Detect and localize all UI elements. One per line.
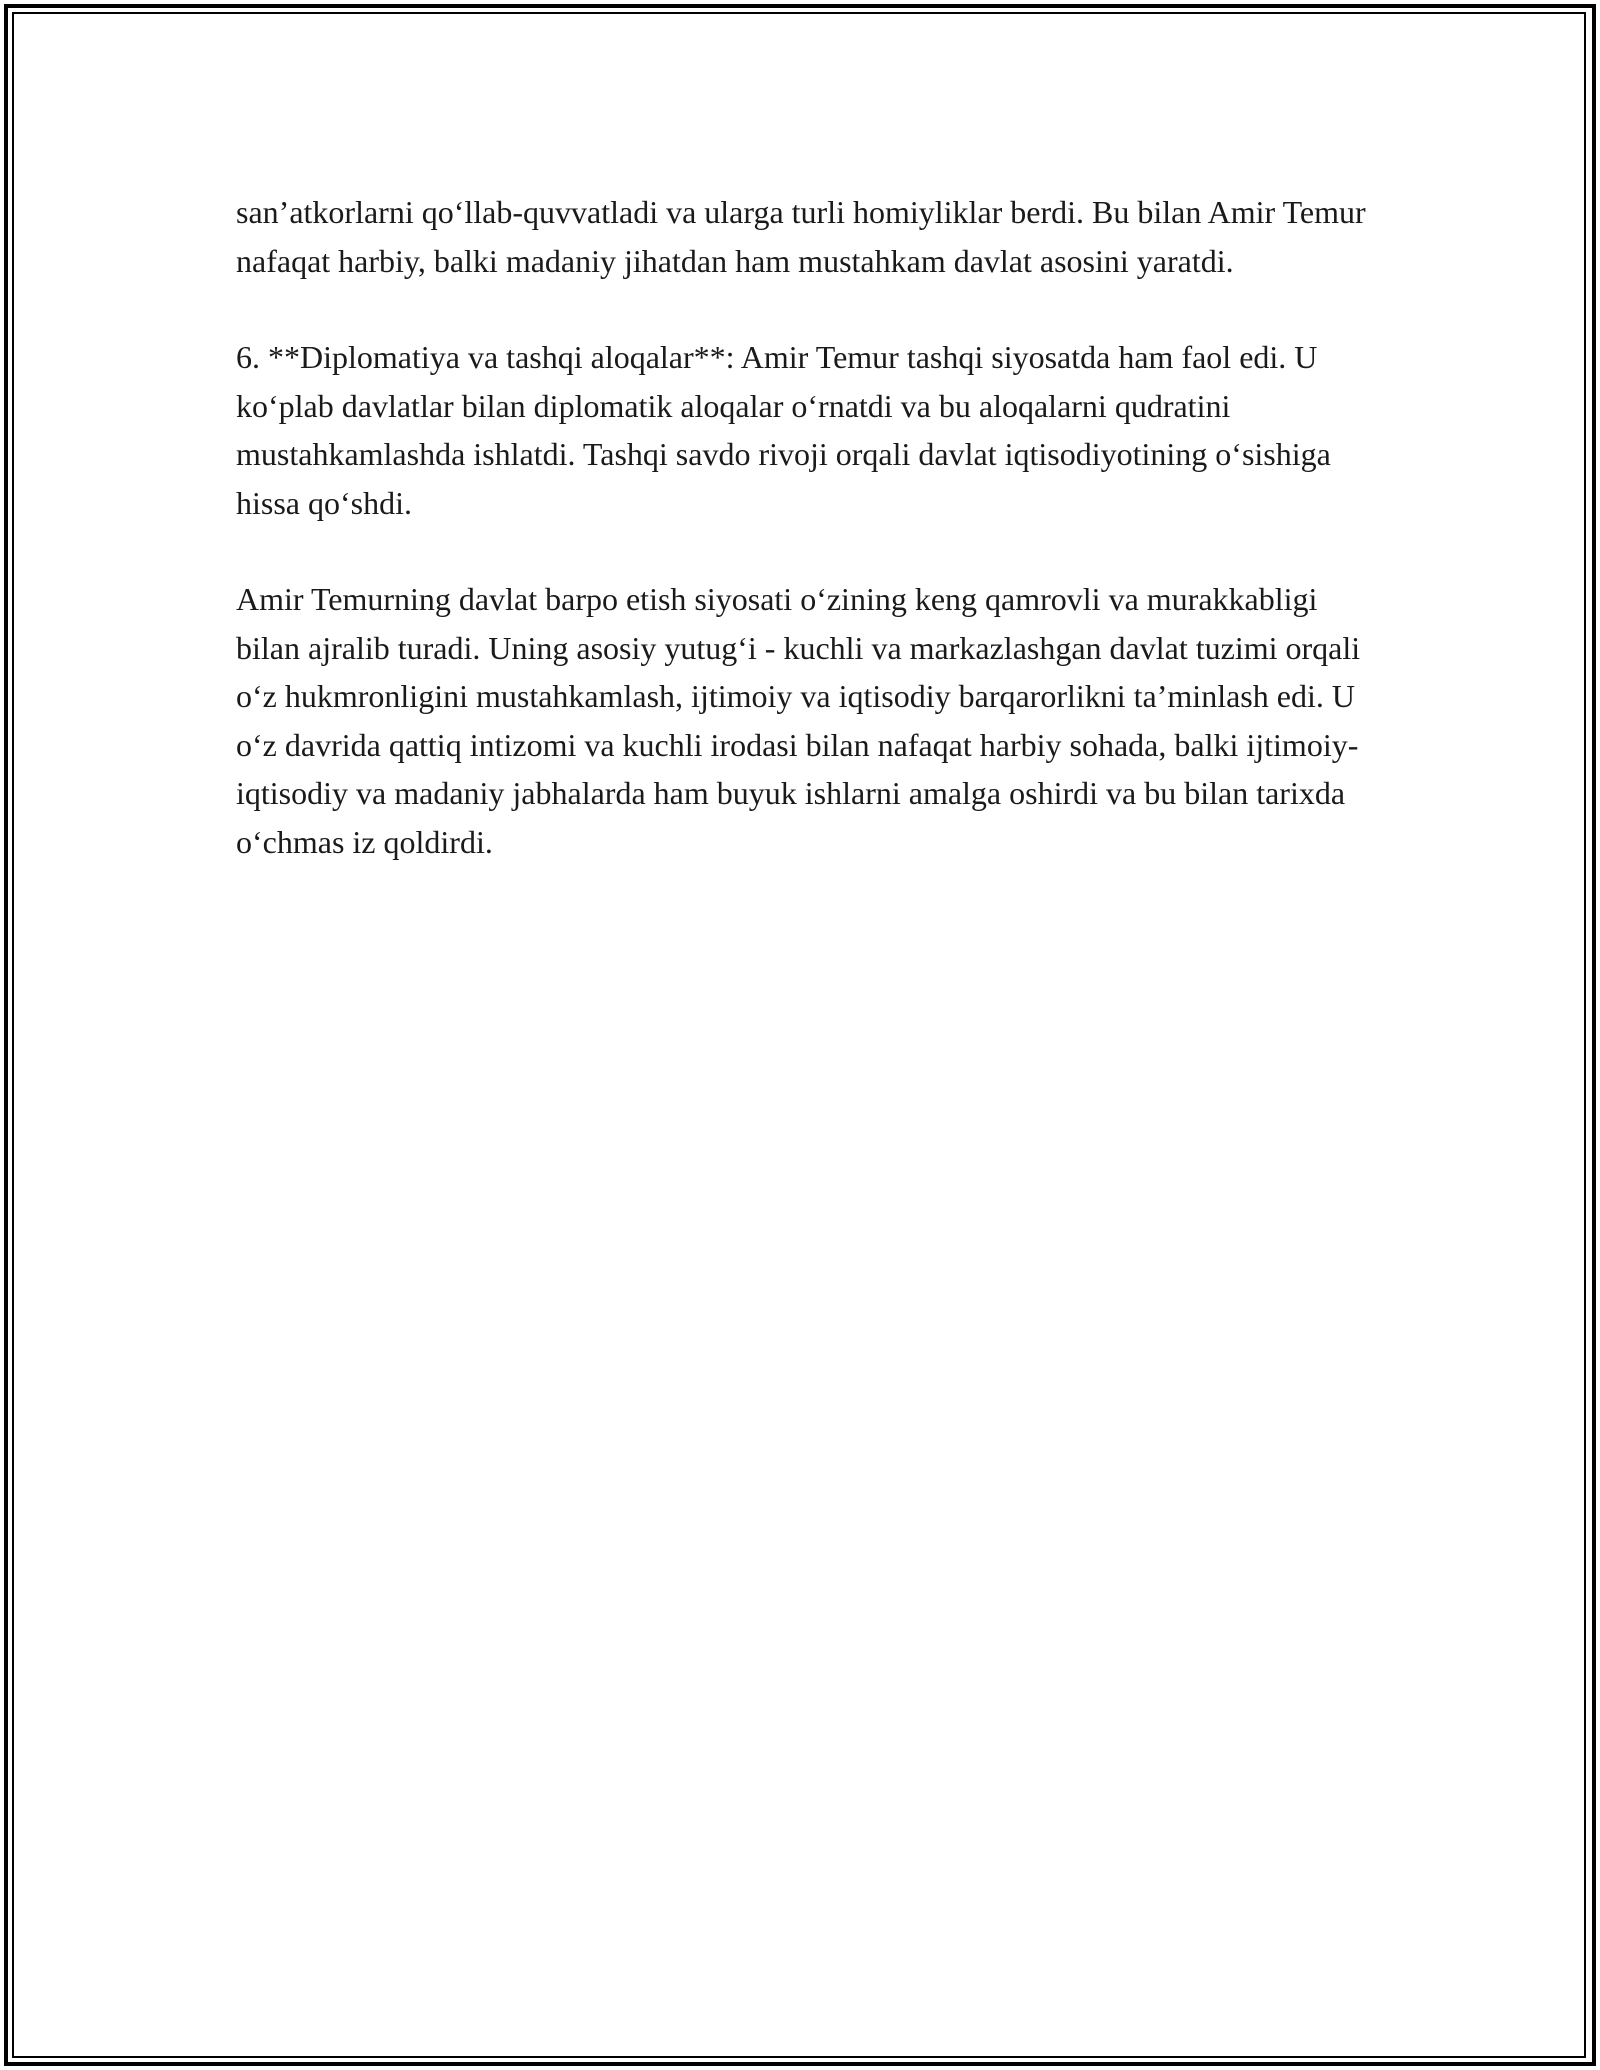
document-body [236,188,1376,914]
paragraph-patronage-conclusion: san’atkorlarni qo‘llab-quvvatladi va ularga turli homiyliklar berdi. Bu bilan Amir Temur nafaqat harbiy, balki madaniy jihatdan ham mustahkam davlat asosini yaratdi. [236,194,1366,279]
paragraph-diplomacy: 6. **Diplomatiya va tashqi aloqalar**: Amir Temur tashqi siyosatda ham faol edi. U ko‘plab davlatlar bilan diplomatik aloqalar o‘rnatdi va bu aloqalarni qudratini mustahkamlashda ishlatdi. Tashqi savdo rivoji orqali davlat iqtisodiyotining o‘sishiga hissa qo‘shdi. [236,339,1331,521]
paragraph-summary: Amir Temurning davlat barpo etish siyosati o‘zining keng qamrovli va murakkabligi bilan ajralib turadi. Uning asosiy yutug‘i - kuchli va markazlashgan davlat tuzimi orqali o‘z hukmronligini mustahkamlash, ijtimoiy va iqtisodiy barqarorlikni ta’minlash edi. U o‘z davrida qattiq intizomi va kuchli irodasi bilan nafaqat harbiy sohada, balki ijtimoiy-iqtisodiy va madaniy jabhalarda ham buyuk ishlarni amalga oshirdi va bu bilan tarixda o‘chmas iz qoldirdi. [236,581,1361,860]
